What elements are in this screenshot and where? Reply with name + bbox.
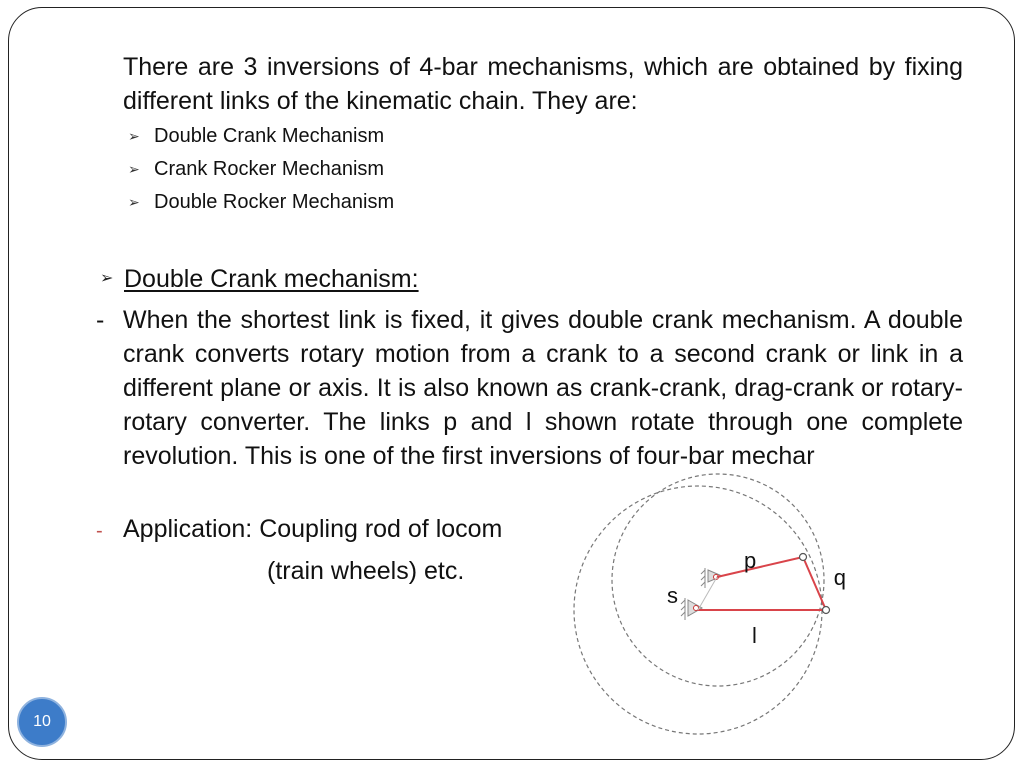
list-item-label: Double Crank Mechanism bbox=[154, 125, 385, 147]
label-l: l bbox=[752, 623, 757, 648]
joint bbox=[823, 607, 830, 614]
joint bbox=[800, 554, 807, 561]
page-number-badge: 10 bbox=[17, 697, 67, 747]
label-s: s bbox=[667, 583, 678, 608]
list-item-label: Double Rocker Mechanism bbox=[154, 191, 395, 213]
list-item bbox=[128, 190, 394, 214]
arrow-bullet-icon: ➢ bbox=[128, 161, 140, 177]
body-paragraph: When the shortest link is fixed, it gives double crank mechanism. A double crank converts rotary motion from a crank to a second crank or link in a different plane or axis. It is also known as crank-crank, drag-crank or rotary-rotary converter. The links p and l shown rotate through one complete revolution. This is one of the first inversions of four-bar mechar bbox=[123, 306, 963, 470]
double-crank-diagram bbox=[560, 470, 850, 755]
list-item bbox=[128, 157, 384, 181]
label-p: p bbox=[744, 548, 757, 573]
arrow-bullet-icon: ➢ bbox=[100, 270, 114, 287]
dash-bullet: - bbox=[96, 520, 103, 542]
application-continuation: (train wheels) etc. bbox=[267, 557, 465, 585]
list-item-label: Crank Rocker Mechanism bbox=[154, 158, 385, 180]
dash-bullet: - bbox=[96, 306, 105, 334]
arrow-bullet-icon: ➢ bbox=[128, 194, 140, 210]
intro-paragraph: There are 3 inversions of 4-bar mechanisms, which are obtained by fixing different links of the kinematic chain. They are: bbox=[123, 53, 963, 115]
list-item bbox=[128, 124, 384, 148]
label-q: q bbox=[833, 565, 846, 590]
section-heading-text: Double Crank mechanism: bbox=[124, 265, 419, 293]
section-heading bbox=[100, 262, 419, 296]
arrow-bullet-icon: ➢ bbox=[128, 128, 140, 144]
application-text: Application: Coupling rod of locom bbox=[123, 515, 503, 543]
